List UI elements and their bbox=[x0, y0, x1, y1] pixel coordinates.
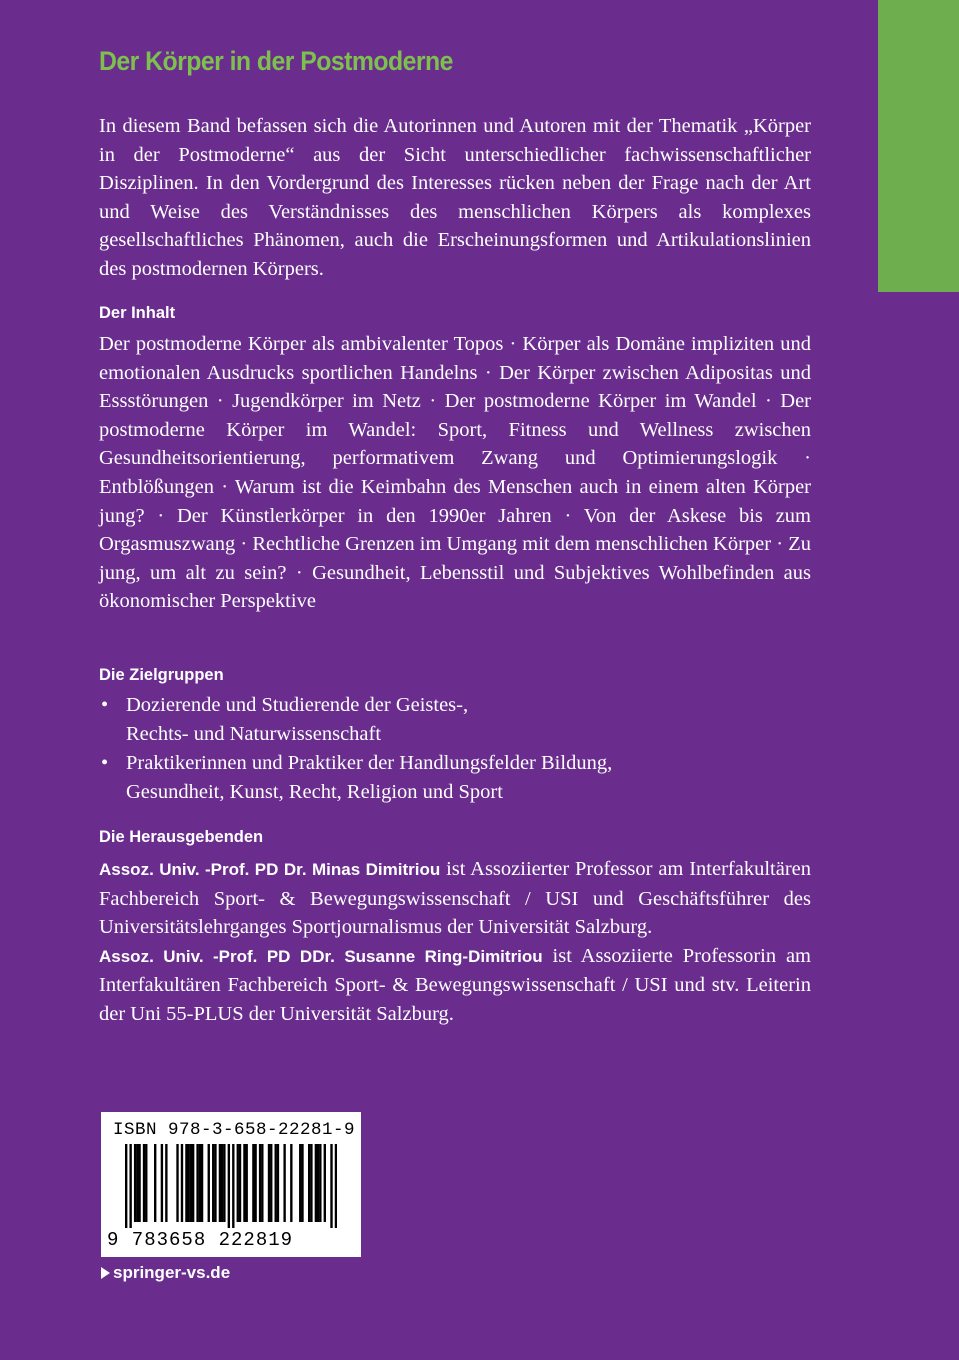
barcode-bar bbox=[165, 1144, 167, 1222]
barcode-bar bbox=[319, 1144, 321, 1222]
editor-bio bbox=[99, 855, 811, 942]
list-item-line: Rechts- und Naturwissenschaft bbox=[126, 723, 382, 745]
inhalt-heading: Der Inhalt bbox=[99, 304, 176, 322]
barcode-bar bbox=[228, 1144, 230, 1228]
barcode-bar bbox=[154, 1144, 156, 1222]
barcode-bar bbox=[239, 1144, 241, 1222]
barcode-bar bbox=[187, 1144, 189, 1222]
barcode-bar bbox=[201, 1144, 203, 1222]
barcode-bar bbox=[181, 1144, 183, 1222]
isbn-label: ISBN 978-3-658-22281-9 bbox=[113, 1120, 356, 1140]
barcode-bar bbox=[335, 1144, 337, 1228]
barcode-bar bbox=[219, 1144, 221, 1222]
barcode-bar bbox=[277, 1144, 279, 1222]
green-accent-tab bbox=[878, 0, 959, 292]
barcode-bar bbox=[129, 1144, 131, 1228]
intro-paragraph: In diesem Band befassen sich die Autorinnen und Autoren mit der Thematik „Körper in der Postmoderne“ aus der Sicht unterschiedlicher fachwissenschaftlicher Disziplinen. In den Vordergrund des Interesses rücken neben der Frage nach der Art und Weise des Verständnisses des menschlichen Körpers als komplexes gesellschaftliches Phänomen, auch die Erscheinungsformen und Artikulationslinien des postmodernen Körpers. bbox=[99, 115, 811, 280]
barcode-bar bbox=[221, 1144, 223, 1222]
barcode-bar bbox=[199, 1144, 201, 1222]
barcode-bar bbox=[125, 1144, 127, 1228]
website-url: springer-vs.de bbox=[113, 1263, 231, 1282]
barcode-bar bbox=[190, 1144, 192, 1222]
barcode-bar bbox=[208, 1144, 210, 1222]
zielgruppen-list bbox=[99, 691, 811, 807]
barcode-bar bbox=[185, 1144, 187, 1222]
arrow-right-icon bbox=[101, 1267, 110, 1279]
barcode-bar bbox=[290, 1144, 292, 1222]
editor-description: ist Assoziierter Professor am Interfakultären Fachbereich Sport- & Bewegungswissenschaft / USI und Geschäftsführer des Universitätslehrganges Sportjournalismus der Universität Salzburg. bbox=[99, 858, 811, 939]
isbn-barcode bbox=[101, 1112, 361, 1257]
barcode-bar bbox=[243, 1144, 245, 1222]
barcode-bar bbox=[212, 1144, 214, 1222]
barcode-bar bbox=[246, 1144, 248, 1222]
barcode-bar bbox=[259, 1144, 261, 1222]
barcode-bar bbox=[310, 1144, 312, 1222]
barcode-bars bbox=[125, 1144, 337, 1228]
bullet-icon: • bbox=[101, 694, 109, 716]
editor-bio bbox=[99, 942, 811, 1029]
barcode-bar bbox=[176, 1144, 178, 1222]
editor-name: Assoz. Univ. -Prof. PD Dr. Minas Dimitriou bbox=[99, 860, 441, 879]
barcode-bar bbox=[261, 1144, 263, 1222]
barcode-bar bbox=[138, 1144, 140, 1222]
barcode-bar bbox=[196, 1144, 198, 1222]
inhalt-text: Der postmoderne Körper als ambivalenter Topos · Körper als Domäne impliziten und emotionalen Ausdrucks sportlichen Handelns · Der Körper zwischen Adipositas und Essstörungen · Jugendkörper im Netz · Der postmoderne Körper im Wandel · Der postmoderne Körper im Wandel: Sport, Fitness und Wellness zwischen Gesundheitsorientierung, performativem Zwang und Optimierungslogik · Entblößungen · Warum ist die Keimbahn des Menschen auch in einem alten Körper jung? · Der Künstlerkörper in den 1990er Jahren · Von der Askese bis zum Orgasmuszwang · Rechtliche Grenzen im Umgang mit dem menschlichen Körper · Zu jung, um alt zu sein? · Gesundheit, Lebensstil und Subjektives Wohlbefinden aus ökonomischer Perspektive bbox=[99, 333, 811, 613]
book-title: Der Körper in der Postmoderne bbox=[99, 46, 453, 76]
barcode-bar bbox=[315, 1144, 317, 1222]
list-item bbox=[99, 749, 811, 807]
barcode-bar bbox=[299, 1144, 301, 1222]
barcode-bar bbox=[136, 1144, 138, 1222]
barcode-bar bbox=[301, 1144, 303, 1222]
list-item-line: Gesundheit, Kunst, Recht, Religion und Sport bbox=[126, 781, 503, 803]
barcode-bar bbox=[223, 1144, 225, 1222]
barcode-bar bbox=[214, 1144, 216, 1222]
barcode-bar bbox=[275, 1144, 277, 1222]
barcode-bar bbox=[317, 1144, 319, 1222]
website-link[interactable] bbox=[101, 1263, 230, 1283]
barcode-bar bbox=[232, 1144, 234, 1228]
editor-description: ist Assoziierte Professorin am Interfakultären Fachbereich Sport- & Bewegungswissenschaft / USI und stv. Leiterin der Uni 55-PLUS der Universität Salzburg. bbox=[99, 944, 812, 1025]
barcode-bar bbox=[145, 1144, 147, 1222]
barcode-bar bbox=[161, 1144, 163, 1222]
bullet-icon: • bbox=[101, 752, 109, 774]
barcode-bar bbox=[252, 1144, 254, 1222]
herausgebende-heading: Die Herausgebenden bbox=[99, 828, 264, 846]
barcode-bar bbox=[324, 1144, 326, 1222]
list-item bbox=[99, 691, 811, 749]
ean-number: 9 783658 222819 bbox=[107, 1229, 294, 1251]
list-item-line: Dozierende und Studierende der Geistes-, bbox=[126, 694, 469, 716]
list-item-line: Praktikerinnen und Praktiker der Handlungsfelder Bildung, bbox=[126, 752, 613, 774]
barcode-bar bbox=[192, 1144, 194, 1222]
barcode-bar bbox=[308, 1144, 310, 1222]
editor-name: Assoz. Univ. -Prof. PD DDr. Susanne Ring-Dimitriou bbox=[99, 946, 543, 966]
barcode-bar bbox=[268, 1144, 270, 1222]
barcode-bar bbox=[283, 1144, 285, 1222]
barcode-bar bbox=[237, 1144, 239, 1222]
barcode-bar bbox=[270, 1144, 272, 1222]
barcode-bar bbox=[254, 1144, 256, 1222]
barcode-bar bbox=[143, 1144, 145, 1222]
zielgruppen-heading: Die Zielgruppen bbox=[99, 666, 224, 684]
herausgebende-text bbox=[99, 855, 811, 1029]
barcode-bar bbox=[330, 1144, 332, 1228]
barcode-bar bbox=[134, 1144, 136, 1222]
